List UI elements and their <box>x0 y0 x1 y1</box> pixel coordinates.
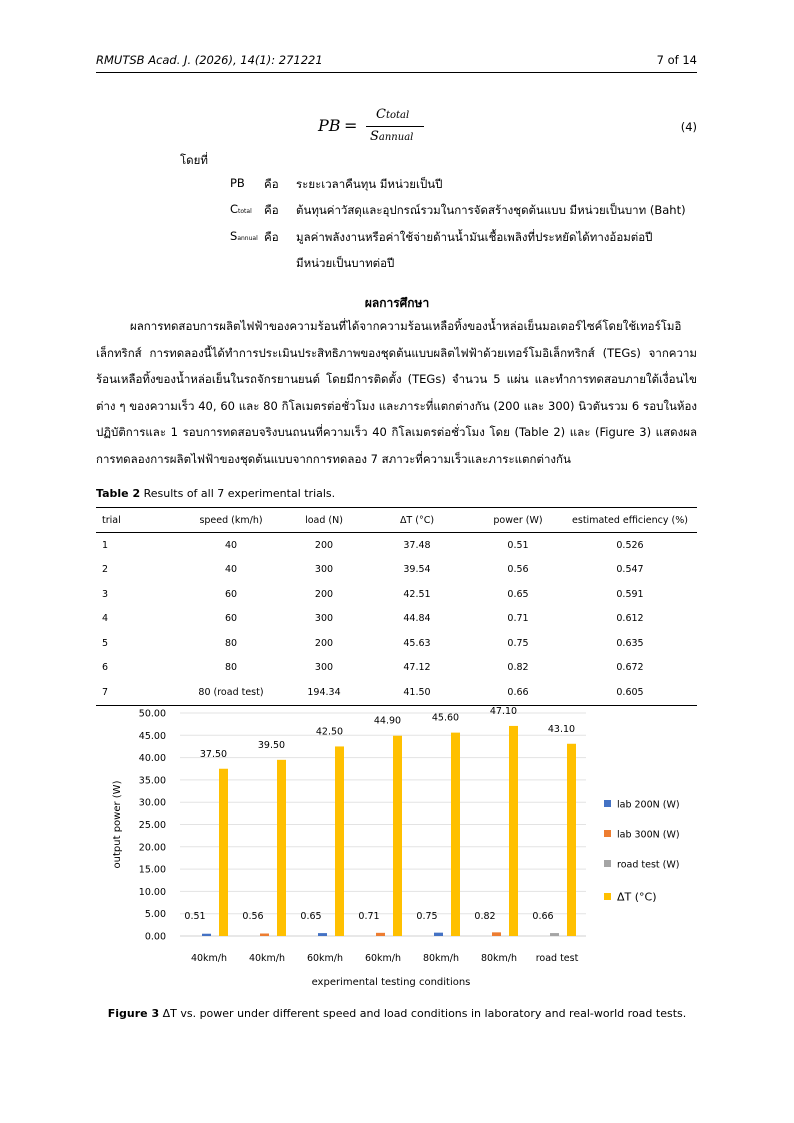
def-text: มูลค่าพลังงานหรือค่าใช้จ่ายด้านน้ำมันเชื้อเพลิงที่ประหยัดได้ทางอ้อมต่อปี <box>296 230 653 244</box>
power-data-label: 0.56 <box>242 911 264 922</box>
fraction-bar <box>366 126 424 127</box>
delta-t-bar <box>219 769 228 936</box>
power-data-label: 0.82 <box>474 911 496 922</box>
y-tick-label: 0.00 <box>144 931 166 943</box>
table-row <box>96 631 697 656</box>
y-tick-label: 15.00 <box>138 864 166 876</box>
cell: 60 <box>224 588 238 600</box>
y-tick-label: 40.00 <box>138 753 166 765</box>
x-tick-label: 80km/h <box>422 953 460 964</box>
x-tick-label: 40km/h <box>248 953 286 964</box>
table-caption: Table 2 Results of all 7 experimental trials. <box>96 487 336 500</box>
y-tick-label: 35.00 <box>138 775 166 787</box>
figure-caption: Figure 3 ΔT vs. power under different speed and load conditions in laboratory and real-world road tests. <box>107 1007 687 1020</box>
cell: 0.605 <box>563 680 697 705</box>
cell: 300 <box>314 662 334 674</box>
table-row <box>96 582 697 607</box>
where-label: โดยที่ <box>180 153 208 167</box>
cell: 194.34 <box>287 680 361 705</box>
x-tick-label: road test <box>535 953 579 964</box>
cell: 80 <box>224 637 238 649</box>
equation-denominator: Sannual <box>370 129 414 144</box>
power-bar <box>376 933 385 936</box>
delta-t-data-label: 43.10 <box>547 723 576 735</box>
section-title: ผลการศึกษา <box>364 296 430 310</box>
figure-3-chart <box>96 700 697 995</box>
page-number: 7 of 14 <box>656 53 697 67</box>
equation-number: (4) <box>680 120 697 134</box>
power-bar <box>318 933 327 936</box>
def-is: คือ <box>264 177 279 191</box>
cell: 0.71 <box>507 613 529 625</box>
col-power: power (W) <box>473 508 563 533</box>
legend-swatch <box>604 893 611 900</box>
cell: 80 <box>224 662 238 674</box>
power-bar <box>550 933 559 936</box>
cell: 0.547 <box>616 564 644 576</box>
cell: 4 <box>102 613 109 625</box>
cell: 80 (road test) <box>175 680 287 705</box>
power-data-label: 0.75 <box>416 911 438 922</box>
legend-label: road test (W) <box>617 859 680 871</box>
x-tick-label: 80km/h <box>480 953 518 964</box>
delta-t-bar <box>393 736 402 936</box>
equation-lhs: PB <box>318 116 341 135</box>
table-row <box>96 533 697 558</box>
cell: 2 <box>102 564 109 576</box>
cell: 37.48 <box>403 539 431 551</box>
cell: 0.66 <box>473 680 563 705</box>
cell: 0.591 <box>616 588 644 600</box>
cell: 41.50 <box>361 680 473 705</box>
cell: 0.75 <box>507 637 529 649</box>
col-delta-t: ΔT (°C) <box>361 508 473 533</box>
delta-t-data-label: 37.50 <box>199 748 228 760</box>
equation-numerator: Ctotal <box>376 107 410 122</box>
delta-t-bar <box>277 760 286 936</box>
cell: 3 <box>102 588 109 600</box>
power-bar <box>260 934 269 936</box>
def-is: คือ <box>264 203 279 217</box>
def-text: ระยะเวลาคืนทุน มีหน่วยเป็นปี <box>296 177 443 191</box>
def-text-continued: มีหน่วยเป็นบาทต่อปี <box>296 256 395 270</box>
cell: 200 <box>314 539 334 551</box>
cell: 0.82 <box>507 662 529 674</box>
cell: 44.84 <box>403 613 431 625</box>
cell: 200 <box>314 588 334 600</box>
y-tick-label: 10.00 <box>138 886 166 898</box>
table-header-row <box>96 508 697 533</box>
power-data-label: 0.65 <box>300 911 322 922</box>
delta-t-bar <box>509 726 518 936</box>
legend-swatch <box>604 830 611 837</box>
power-data-label: 0.66 <box>532 911 554 922</box>
results-paragraph: ผลการทดสอบการผลิตไฟฟ้าของความร้อนที่ได้จากความร้อนเหลือทิ้งของน้ำหล่อเย็นมอเตอร์ไซค์โดยใช้เทอร์โมอิเล็กทริกส์ การทดลองนี้ได้ทำการประเมินประสิทธิภาพของชุดต้นแบบผลิตไฟฟ้าด้วยเทอร์โมอิเล็กทริกส์ (TEGs) จากความร้อนเหลือทิ้งของน้ำหล่อเย็นในรถจักรยานยนต์ โดยมีการติดตั้ง (TEGs) จำนวน 5 แผ่น และทำการทดสอบภายใต้เงื่อนไขต่าง ๆ ของความเร็ว 40, 60 และ 80 กิโลเมตรต่อชั่วโมง และภาระที่แตกต่างกัน (200 และ 300) นิวตันรวม 6 รอบในห้องปฏิบัติการและ 1 รอบการทดสอบจริงบนถนนที่ความเร็ว 40 กิโลเมตรต่อชั่วโมง โดย (Table 2) และ (Figure 3) แสดงผลการทดลองการผลิตไฟฟ้าของชุดต้นแบบจากการทดลอง 7 สภาวะที่ความเร็วและภาระแตกต่างกัน <box>96 319 697 466</box>
table-row <box>96 558 697 583</box>
power-data-label: 0.71 <box>358 911 380 922</box>
delta-t-data-label: 47.10 <box>489 705 518 717</box>
delta-t-bar <box>451 733 460 936</box>
legend-swatch <box>604 860 611 867</box>
cell: 45.63 <box>403 637 431 649</box>
legend-label: lab 200N (W) <box>617 799 680 811</box>
delta-t-data-label: 44.90 <box>373 715 402 727</box>
table-row <box>96 656 697 681</box>
cell: 42.51 <box>403 588 431 600</box>
col-speed: speed (km/h) <box>175 508 287 533</box>
cell: 40 <box>224 564 238 576</box>
legend-swatch <box>604 800 611 807</box>
y-axis-title: output power (W) <box>112 780 123 869</box>
cell: 0.635 <box>616 637 644 649</box>
cell: 200 <box>314 637 334 649</box>
header-rule <box>96 72 697 73</box>
delta-t-data-label: 42.50 <box>315 726 344 738</box>
power-data-label: 0.51 <box>184 911 206 922</box>
delta-t-data-label: 39.50 <box>257 739 286 751</box>
cell: 60 <box>224 613 238 625</box>
cell: 5 <box>102 637 109 649</box>
x-tick-label: 40km/h <box>190 953 228 964</box>
def-symbol-ctotal: Ctotal <box>230 202 252 216</box>
cell: 300 <box>314 564 334 576</box>
delta-t-bar <box>567 744 576 936</box>
cell: 1 <box>102 539 109 551</box>
equation-equals: = <box>344 116 358 135</box>
legend-label: ΔT (°C) <box>617 890 657 904</box>
table-row <box>96 607 697 632</box>
y-tick-label: 45.00 <box>138 730 166 742</box>
cell: 300 <box>314 613 334 625</box>
results-table <box>96 507 697 706</box>
x-tick-label: 60km/h <box>306 953 344 964</box>
cell: 0.51 <box>507 539 529 551</box>
delta-t-data-label: 45.60 <box>431 712 460 724</box>
def-symbol-sannual: Sannual <box>230 229 258 243</box>
y-tick-label: 50.00 <box>138 708 166 720</box>
cell: 39.54 <box>403 564 431 576</box>
x-tick-label: 60km/h <box>364 953 402 964</box>
col-trial: trial <box>96 508 175 533</box>
y-tick-label: 20.00 <box>138 842 166 854</box>
cell: 0.672 <box>616 662 644 674</box>
y-tick-label: 25.00 <box>138 820 166 831</box>
cell: 0.65 <box>507 588 529 600</box>
def-text: ต้นทุนค่าวัสดุและอุปกรณ์รวมในการจัดสร้างชุดต้นแบบ มีหน่วยเป็นบาท (Baht) <box>296 203 686 217</box>
y-tick-label: 5.00 <box>144 909 166 921</box>
def-symbol-pb: PB <box>230 176 245 190</box>
x-axis-title: experimental testing conditions <box>311 977 471 988</box>
cell: 6 <box>102 662 109 674</box>
cell: 0.526 <box>616 539 644 551</box>
def-is: คือ <box>264 230 279 244</box>
y-tick-label: 30.00 <box>138 797 166 809</box>
cell: 0.612 <box>616 613 644 625</box>
cell: 47.12 <box>403 662 431 674</box>
col-load: load (N) <box>287 508 361 533</box>
cell: 7 <box>96 680 175 705</box>
journal-citation: RMUTSB Acad. J. (2026), 14(1): 271221 <box>96 53 323 67</box>
cell: 40 <box>224 539 238 551</box>
power-bar <box>492 932 501 936</box>
delta-t-bar <box>335 746 344 936</box>
power-bar <box>434 933 443 936</box>
power-bar <box>202 934 211 936</box>
legend-label: lab 300N (W) <box>617 829 680 841</box>
cell: 0.56 <box>507 564 529 576</box>
col-efficiency: estimated efficiency (%) <box>563 508 697 533</box>
